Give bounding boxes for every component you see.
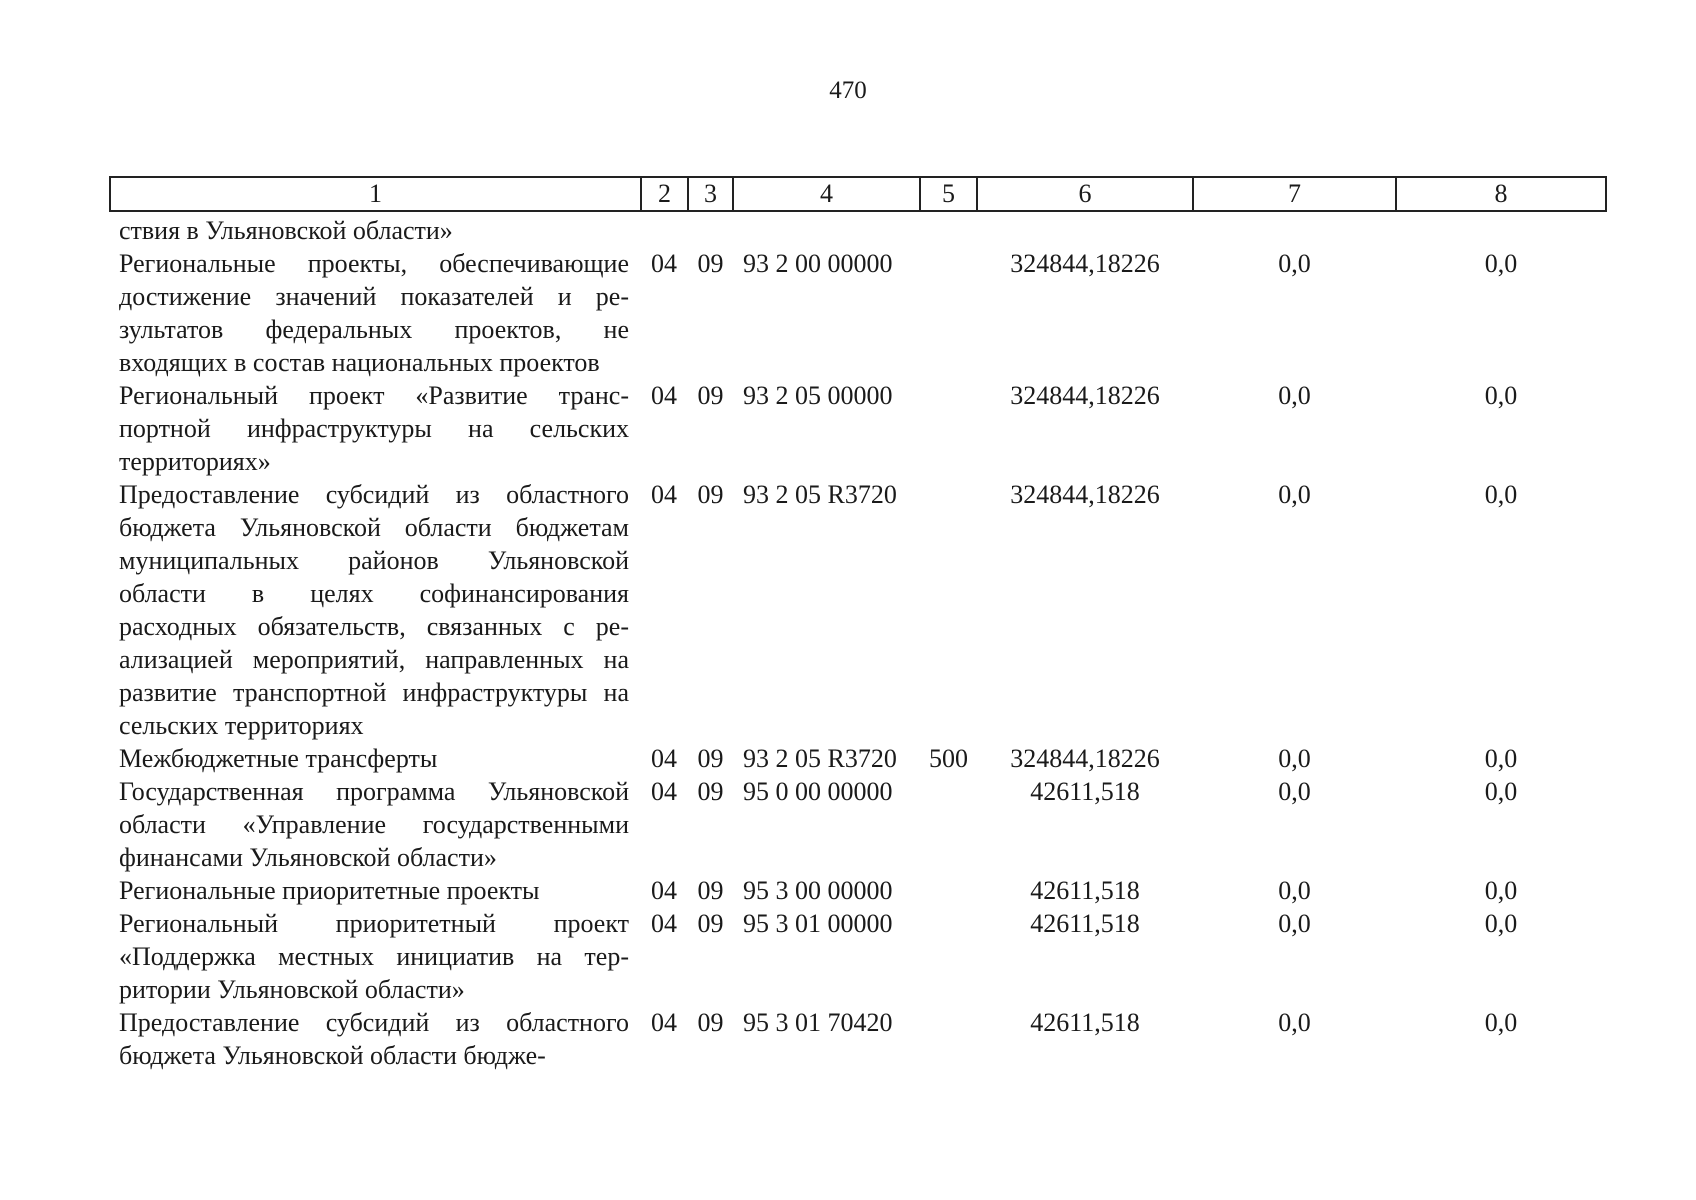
table-row — [110, 211, 1606, 247]
expense-type-code — [920, 247, 977, 379]
row-description: Региональный приоритетный проект «Поддержка местных инициатив на территории Ульяновской области» — [119, 909, 629, 1004]
expense-type-code — [920, 478, 977, 742]
row-description: Региональный проект «Развитие транспортной инфраструктуры на сельских территориях» — [119, 381, 629, 476]
row-description: Предоставление субсидий из областного бюджета Ульяновской области бюдже- — [119, 1008, 629, 1070]
expense-type-code: 500 — [929, 744, 968, 773]
section-code: 04 — [651, 381, 677, 410]
row-description: Региональные проекты, обеспечивающие достижение значений показателей и результатов федеральных проектов, не входящих в состав национальных проектов — [119, 249, 629, 377]
section-code: 04 — [651, 249, 677, 278]
amount-column-8: 0,0 — [1484, 249, 1518, 278]
amount-column-7: 0,0 — [1278, 1008, 1311, 1037]
amount-column-6: 42611,518 — [1030, 777, 1140, 806]
table-body — [110, 211, 1606, 1072]
table-row — [110, 742, 1606, 775]
budget-table — [109, 176, 1607, 1072]
row-description: Региональные приоритетные проекты — [119, 876, 540, 905]
subsection-code: 09 — [697, 876, 724, 905]
amount-column-7: 0,0 — [1278, 381, 1311, 410]
subsection-code: 09 — [697, 480, 724, 509]
target-article-code: 95 3 00 00000 — [743, 876, 893, 905]
amount-column-8: 0,0 — [1484, 381, 1518, 410]
column-header-5: 5 — [920, 177, 977, 211]
table-row — [110, 247, 1606, 379]
section-code: 04 — [651, 909, 677, 938]
target-article-code: 95 3 01 70420 — [743, 1008, 893, 1037]
row-description: ствия в Ульяновской области» — [119, 216, 453, 245]
amount-column-6: 324844,18226 — [1010, 480, 1160, 509]
amount-column-6: 42611,518 — [1030, 876, 1140, 905]
subsection-code: 09 — [697, 1008, 724, 1037]
section-code — [641, 211, 688, 247]
amount-column-6 — [977, 211, 1193, 247]
section-code: 04 — [651, 1008, 677, 1037]
row-description: Государственная программа Ульяновской области «Управление государственными финансами Ульяновской области» — [119, 777, 629, 872]
subsection-code: 09 — [697, 249, 724, 278]
amount-column-8: 0,0 — [1484, 1008, 1518, 1037]
expense-type-code — [920, 1006, 977, 1072]
amount-column-8 — [1396, 211, 1606, 247]
amount-column-6: 42611,518 — [1030, 1008, 1140, 1037]
expense-type-code — [920, 379, 977, 478]
expense-type-code — [920, 775, 977, 874]
table-row — [110, 379, 1606, 478]
section-code: 04 — [651, 480, 677, 509]
amount-column-8: 0,0 — [1484, 876, 1518, 905]
amount-column-7: 0,0 — [1278, 876, 1311, 905]
amount-column-6: 324844,18226 — [1010, 249, 1160, 278]
column-header-3: 3 — [688, 177, 733, 211]
column-header-1: 1 — [110, 177, 641, 211]
target-article-code — [733, 211, 920, 247]
amount-column-6: 42611,518 — [1030, 909, 1140, 938]
amount-column-6: 324844,18226 — [1010, 744, 1160, 773]
amount-column-7: 0,0 — [1278, 777, 1311, 806]
subsection-code: 09 — [697, 909, 724, 938]
column-header-6: 6 — [977, 177, 1193, 211]
target-article-code: 95 0 00 00000 — [743, 777, 893, 806]
expense-type-code — [920, 874, 977, 907]
subsection-code: 09 — [697, 381, 724, 410]
column-header-8: 8 — [1396, 177, 1606, 211]
table-row — [110, 478, 1606, 742]
target-article-code: 95 3 01 00000 — [743, 909, 893, 938]
table-row — [110, 775, 1606, 874]
table-row — [110, 874, 1606, 907]
table-header — [110, 177, 1606, 211]
subsection-code: 09 — [697, 744, 724, 773]
column-header-4: 4 — [733, 177, 920, 211]
page-number: 470 — [829, 77, 867, 104]
amount-column-7: 0,0 — [1278, 909, 1311, 938]
target-article-code: 93 2 05 R3720 — [743, 480, 897, 509]
section-code: 04 — [651, 744, 677, 773]
table-row — [110, 907, 1606, 1006]
amount-column-8: 0,0 — [1484, 744, 1518, 773]
subsection-code — [688, 211, 733, 247]
amount-column-8: 0,0 — [1484, 777, 1518, 806]
section-code: 04 — [651, 876, 677, 905]
subsection-code: 09 — [697, 777, 724, 806]
expense-type-code — [920, 907, 977, 1006]
target-article-code: 93 2 05 R3720 — [743, 744, 897, 773]
amount-column-6: 324844,18226 — [1010, 381, 1160, 410]
row-description: Предоставление субсидий из областного бюджета Ульяновской области бюджетам муниципальных районов Ульяновской области в целях софинансирования расходных обязательств, связанных с реализацией мероприятий, направленных на развитие транспортной инфраструктуры на сельских территориях — [119, 480, 629, 740]
amount-column-7: 0,0 — [1278, 249, 1311, 278]
amount-column-8: 0,0 — [1484, 909, 1518, 938]
target-article-code: 93 2 05 00000 — [743, 381, 893, 410]
column-header-7: 7 — [1193, 177, 1396, 211]
table-row — [110, 1006, 1606, 1072]
column-header-2: 2 — [641, 177, 688, 211]
expense-type-code — [920, 211, 977, 247]
header-row — [110, 177, 1606, 211]
amount-column-7: 0,0 — [1278, 744, 1311, 773]
target-article-code: 93 2 00 00000 — [743, 249, 893, 278]
row-description: Межбюджетные трансферты — [119, 744, 438, 773]
amount-column-7: 0,0 — [1278, 480, 1311, 509]
amount-column-7 — [1193, 211, 1396, 247]
amount-column-8: 0,0 — [1484, 480, 1518, 509]
section-code: 04 — [651, 777, 677, 806]
